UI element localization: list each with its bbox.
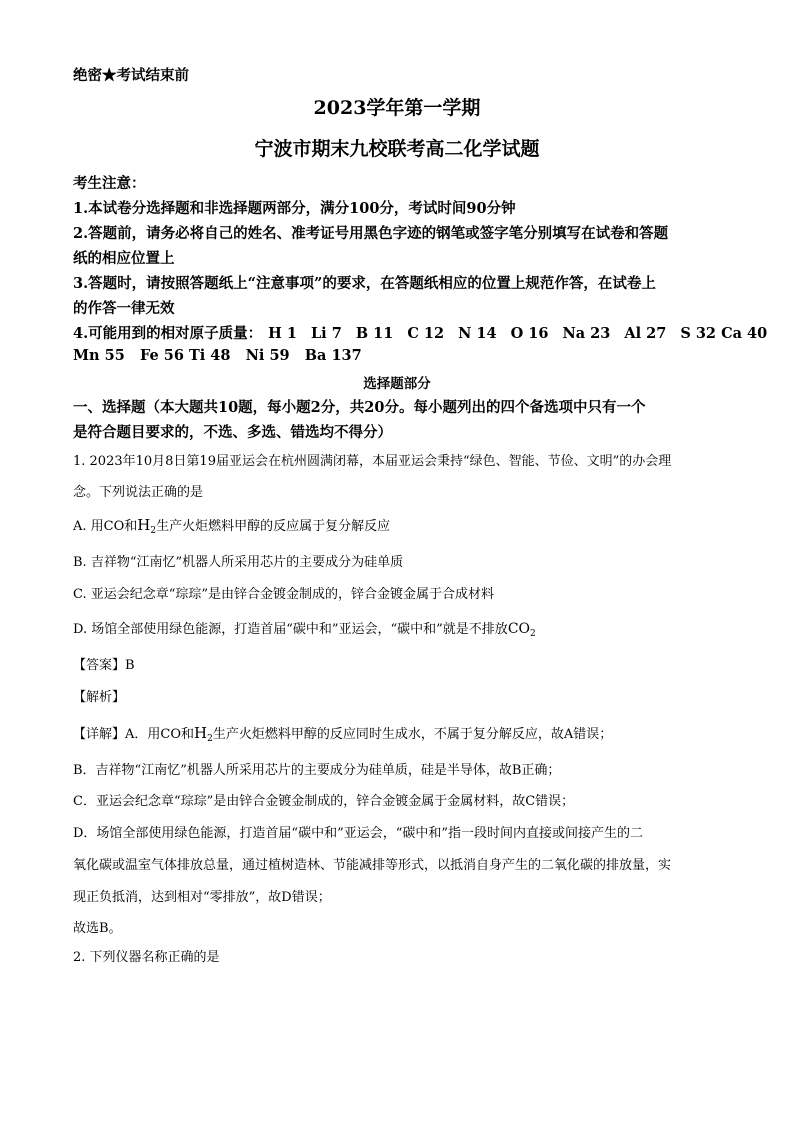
answer-label: 【答案】B: [73, 658, 135, 673]
atom-mass: H 1: [268, 325, 297, 342]
option-d: D. 场馆全部使用绿色能源，打造首届“碳中和”亚运会，“碳中和”就是不排放$CO_2$: [73, 621, 536, 639]
section-instructions-cont: 是符合题目要求的，不选、多选、错选均不得分）: [73, 424, 392, 441]
atom-mass: C 12: [407, 325, 445, 342]
question-2-stem: 2. 下列仪器名称正确的是: [73, 950, 220, 965]
atom-mass: O 16: [510, 325, 549, 342]
section-title: 选择题部分: [363, 376, 431, 392]
atom-mass: Li 7: [310, 325, 342, 342]
option-b: B. 吉祥物“江南忆”机器人所采用芯片的主要成分为硅单质: [73, 555, 404, 570]
detail-d-cont2: 现正负抵消，达到相对“零排放”，故D错误；: [73, 890, 331, 905]
atomic-mass-label: 4.可能用到的相对原子质量：: [73, 325, 263, 342]
detail-a: 【详解】A．用CO和$H_2$生产火炬燃料甲醇的反应同时生成水，不属于复分解反应，故A错误；: [73, 724, 613, 744]
detail-d-cont: 氧化碳或温室气体排放总量，通过植树造林、节能减排等形式，以抵消自身产生的二氧化碳的排放量，实: [73, 858, 672, 873]
co2-formula: $CO_2$: [507, 621, 536, 639]
h2-formula: $H_2$: [137, 516, 157, 536]
option-c: C. 亚运会纪念章“琮琮”是由锌合金镀金制成的，锌合金镀金属于合成材料: [73, 587, 495, 602]
detail-b: B．吉祥物“江南忆”机器人所采用芯片的主要成分为硅单质，硅是半导体，故B正确；: [73, 763, 561, 778]
notice-item-4: [73, 322, 767, 343]
notice-item-3-cont: 的作答一律无效: [73, 300, 175, 317]
h2-formula: $H_2$: [194, 724, 213, 744]
notice-heading: 考生注意：: [73, 175, 146, 192]
atoms-row-2: Mn 55 Fe 56 Ti 48 Ni 59 Ba 137: [73, 347, 362, 364]
atom-mass: Al 27: [624, 325, 667, 342]
atom-mass: N 14: [458, 325, 497, 342]
notice-item-2-cont: 纸的相应位置上: [73, 250, 175, 267]
analysis-label: 【解析】: [73, 690, 126, 705]
confidential-label: 绝密★考试结束前: [73, 67, 189, 84]
question-1-stem: 1. 2023年10月8日第19届亚运会在杭州圆满闭幕，本届亚运会秉持“绿色、智能、节俭、文明”的办会理: [73, 454, 672, 469]
question-1-stem-cont: 念。下列说法正确的是: [73, 485, 204, 500]
detail-c: C．亚运会纪念章“琮琮”是由锌合金镀金制成的，锌合金镀金属于金属材料，故C错误；: [73, 794, 575, 809]
exam-title: 宁波市期末九校联考高二化学试题: [254, 138, 540, 160]
conclusion: 故选B。: [73, 921, 122, 936]
semester-title: 2023学年第一学期: [313, 97, 481, 119]
atom-mass: Na 23: [562, 325, 611, 342]
notice-item-2: 2.答题前，请务必将自己的姓名、准考证号用黑色字迹的钢笔或签字笔分别填写在试卷和答题: [73, 225, 669, 242]
atom-mass: B 11: [355, 325, 394, 342]
detail-d: D．场馆全部使用绿色能源，打造首届“碳中和”亚运会，“碳中和”指一段时间内直接或间接产生的二: [73, 826, 644, 841]
atom-mass: S 32 Ca 40: [680, 325, 768, 342]
option-a: A. 用CO和$H_2$生产火炬燃料甲醇的反应属于复分解反应: [73, 516, 391, 536]
notice-item-1: 1.本试卷分选择题和非选择题两部分，满分100分，考试时间90分钟: [73, 200, 516, 217]
notice-item-3: 3.答题时，请按照答题纸上“注意事项”的要求，在答题纸相应的位置上规范作答，在试卷上: [73, 275, 656, 292]
section-instructions: 一、选择题（本大题共10题，每小题2分，共20分。每小题列出的四个备选项中只有一个: [73, 399, 646, 416]
